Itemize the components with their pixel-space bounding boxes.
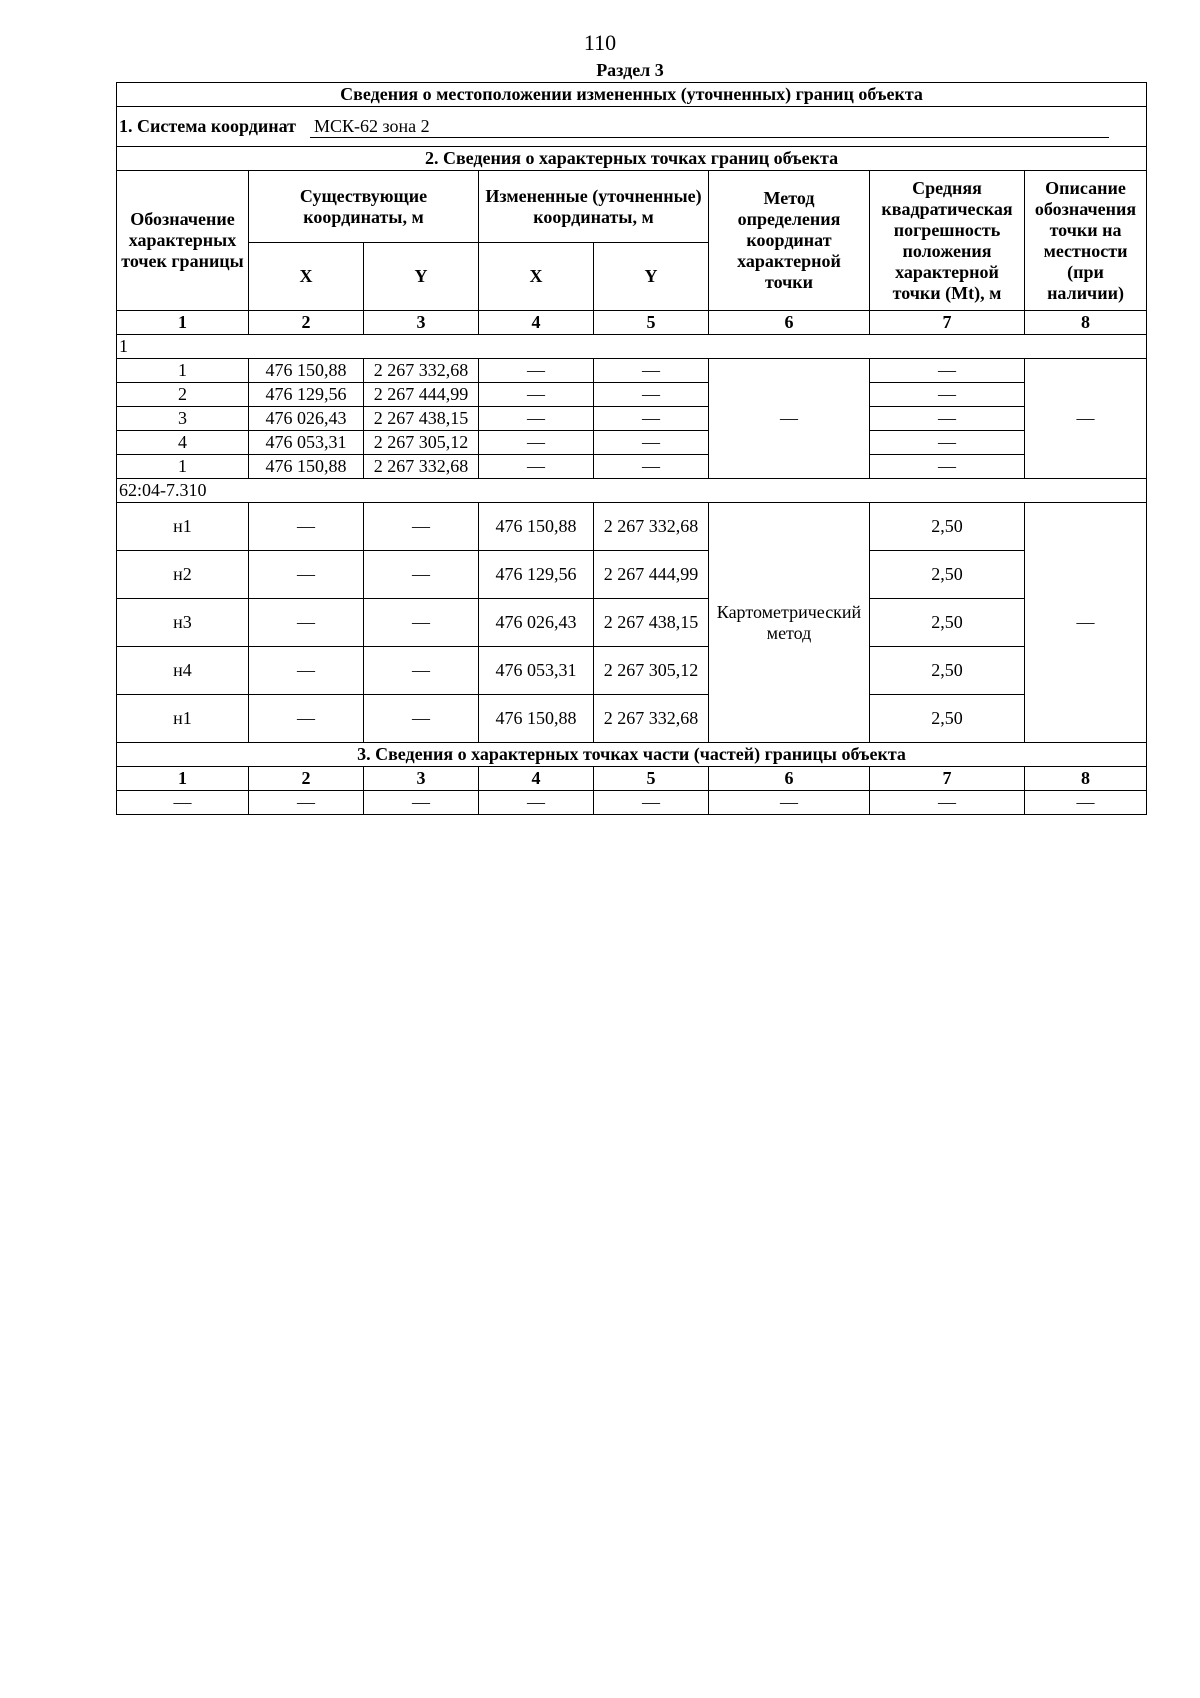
point-cell: н1	[117, 695, 249, 743]
x-cell: —	[249, 647, 364, 695]
mt-cell: 2,50	[870, 647, 1025, 695]
new-y-cell: —	[594, 359, 709, 383]
column-number: 8	[1025, 767, 1147, 791]
point-cell: н1	[117, 503, 249, 551]
point-cell: н3	[117, 599, 249, 647]
new-y-cell: —	[594, 431, 709, 455]
x-cell: —	[249, 503, 364, 551]
y-cell: 2 267 444,99	[364, 383, 479, 407]
coord-system-label: 1. Система координат	[119, 115, 296, 136]
new-y-cell: —	[594, 383, 709, 407]
mt-cell: —	[870, 407, 1025, 431]
table-row	[117, 503, 1147, 551]
new-y-cell: 2 267 305,12	[594, 647, 709, 695]
mt-cell: 2,50	[870, 551, 1025, 599]
description-cell: —	[1025, 503, 1147, 743]
table-row	[117, 695, 1147, 743]
x-cell: —	[249, 695, 364, 743]
new-y-cell: 2 267 444,99	[594, 551, 709, 599]
empty-cell: —	[117, 791, 249, 815]
coord-system-row	[117, 107, 1147, 147]
header-new-y: Y	[594, 243, 709, 311]
empty-cell: —	[479, 791, 594, 815]
column-number: 6	[709, 767, 870, 791]
column-number: 8	[1025, 311, 1147, 335]
x-cell: 476 053,31	[249, 431, 364, 455]
description-cell: —	[1025, 359, 1147, 479]
mt-cell: 2,50	[870, 503, 1025, 551]
header-description: Описание обозначения точки на местности (при наличии)	[1025, 171, 1147, 311]
new-x-cell: 476 150,88	[479, 503, 594, 551]
column-numbers-row	[117, 311, 1147, 335]
header-y: Y	[364, 243, 479, 311]
empty-cell: —	[870, 791, 1025, 815]
table-row	[117, 359, 1147, 383]
x-cell: —	[249, 599, 364, 647]
mt-cell: —	[870, 455, 1025, 479]
method-cell: Картометрический метод	[709, 503, 870, 743]
y-cell: —	[364, 599, 479, 647]
table-row	[117, 551, 1147, 599]
column-number: 4	[479, 311, 594, 335]
page-number: 110	[583, 30, 617, 55]
new-x-cell: 476 150,88	[479, 695, 594, 743]
column-number: 4	[479, 767, 594, 791]
point-cell: 1	[117, 359, 249, 383]
x-cell: 476 150,88	[249, 359, 364, 383]
column-number: 1	[117, 767, 249, 791]
y-cell: —	[364, 647, 479, 695]
header-existing-coords: Существующие координаты, м	[249, 171, 479, 243]
empty-cell: —	[1025, 791, 1147, 815]
column-number: 2	[249, 767, 364, 791]
column-number: 5	[594, 311, 709, 335]
table-row	[117, 383, 1147, 407]
empty-cell: —	[249, 791, 364, 815]
new-x-cell: 476 053,31	[479, 647, 594, 695]
header-new-x: X	[479, 243, 594, 311]
point-cell: 1	[117, 455, 249, 479]
point-cell: н2	[117, 551, 249, 599]
x-cell: —	[249, 551, 364, 599]
column-number: 2	[249, 311, 364, 335]
y-cell: 2 267 332,68	[364, 455, 479, 479]
y-cell: 2 267 332,68	[364, 359, 479, 383]
mt-cell: —	[870, 359, 1025, 383]
section2-title: 2. Сведения о характерных точках границ объекта	[117, 147, 1147, 171]
header-x: X	[249, 243, 364, 311]
y-cell: —	[364, 551, 479, 599]
x-cell: 476 150,88	[249, 455, 364, 479]
mt-cell: —	[870, 431, 1025, 455]
method-cell: —	[709, 359, 870, 479]
header-point-designation: Обозначение характерных точек границы	[117, 171, 249, 311]
header-mt: Средняя квадратическая погрешность положения характерной точки (Mt), м	[870, 171, 1025, 311]
new-x-cell: —	[479, 359, 594, 383]
table-row	[117, 791, 1147, 815]
new-x-cell: —	[479, 455, 594, 479]
mt-cell: 2,50	[870, 695, 1025, 743]
column-number: 3	[364, 311, 479, 335]
table-row	[117, 431, 1147, 455]
y-cell: —	[364, 695, 479, 743]
new-x-cell: 476 129,56	[479, 551, 594, 599]
column-number: 5	[594, 767, 709, 791]
new-y-cell: 2 267 438,15	[594, 599, 709, 647]
empty-cell: —	[709, 791, 870, 815]
mt-cell: 2,50	[870, 599, 1025, 647]
column-number: 3	[364, 767, 479, 791]
coord-system-value: МСК-62 зона 2	[310, 116, 1109, 138]
column-number: 7	[870, 767, 1025, 791]
point-cell: 2	[117, 383, 249, 407]
new-y-cell: 2 267 332,68	[594, 695, 709, 743]
empty-cell: —	[364, 791, 479, 815]
table-row	[117, 407, 1147, 431]
x-cell: 476 129,56	[249, 383, 364, 407]
table-row	[117, 647, 1147, 695]
point-cell: н4	[117, 647, 249, 695]
table-row	[117, 599, 1147, 647]
new-y-cell: —	[594, 407, 709, 431]
mt-cell: —	[870, 383, 1025, 407]
y-cell: 2 267 438,15	[364, 407, 479, 431]
empty-cell: —	[594, 791, 709, 815]
y-cell: —	[364, 503, 479, 551]
y-cell: 2 267 305,12	[364, 431, 479, 455]
section-title: Раздел 3	[596, 60, 664, 80]
new-x-cell: —	[479, 383, 594, 407]
column-number: 7	[870, 311, 1025, 335]
new-y-cell: —	[594, 455, 709, 479]
table-row	[117, 455, 1147, 479]
column-numbers-row	[117, 767, 1147, 791]
group2-label: 62:04-7.310	[117, 479, 1147, 503]
column-number: 1	[117, 311, 249, 335]
column-number: 6	[709, 311, 870, 335]
group1-label: 1	[117, 335, 1147, 359]
header-changed-coords: Измененные (уточненные) координаты, м	[479, 171, 709, 243]
new-x-cell: 476 026,43	[479, 599, 594, 647]
new-x-cell: —	[479, 431, 594, 455]
point-cell: 4	[117, 431, 249, 455]
section3-title: 3. Сведения о характерных точках части (частей) границы объекта	[117, 743, 1147, 767]
point-cell: 3	[117, 407, 249, 431]
new-y-cell: 2 267 332,68	[594, 503, 709, 551]
table-title: Сведения о местоположении измененных (уточненных) границ объекта	[117, 83, 1147, 107]
x-cell: 476 026,43	[249, 407, 364, 431]
header-method: Метод определения координат характерной точки	[709, 171, 870, 311]
new-x-cell: —	[479, 407, 594, 431]
boundary-table	[116, 82, 1147, 815]
